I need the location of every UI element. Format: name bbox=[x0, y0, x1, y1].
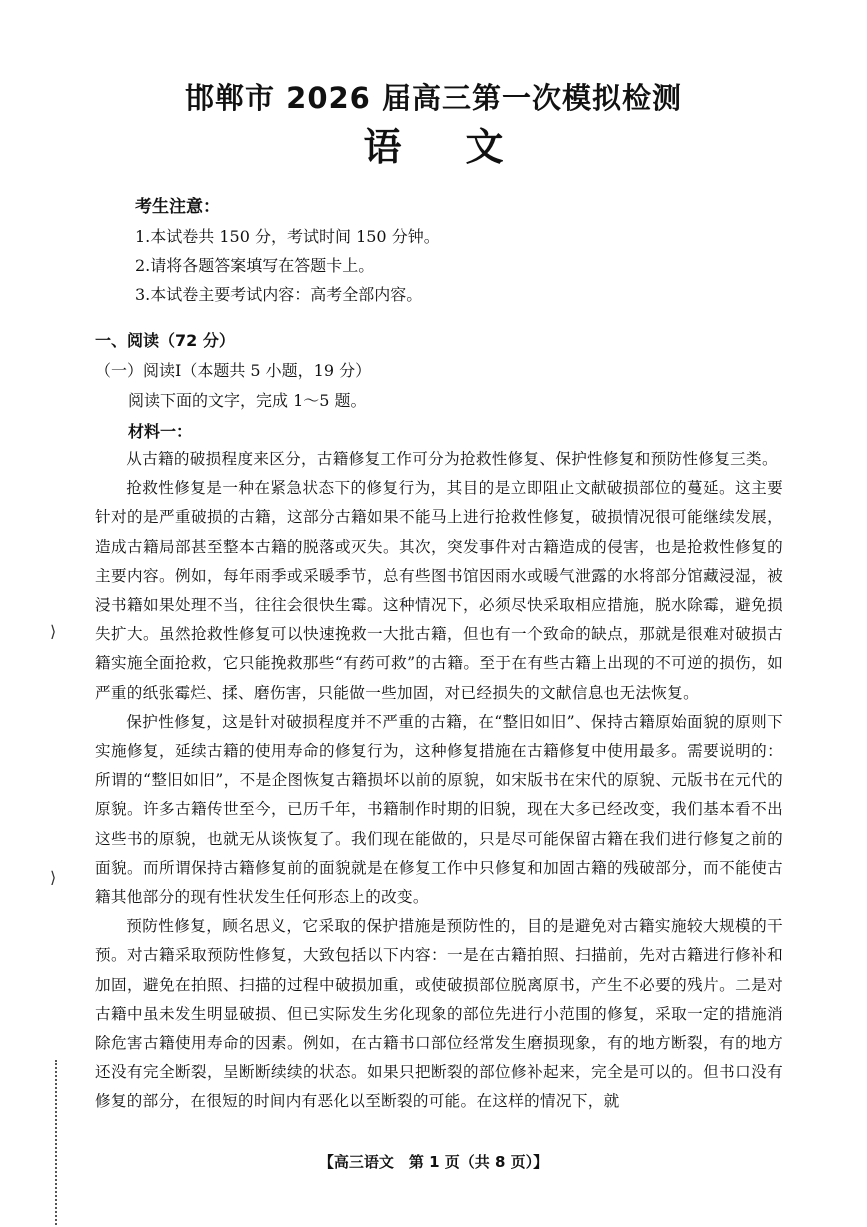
passage-paragraph: 预防性修复，顾名思义，它采取的保护措施是预防性的，目的是避免对古籍实施较大规模的干预。对古籍采取预防性修复，大致包括以下内容：一是在古籍拍照、扫描前，先对古籍进行修补和加固，避免在拍照、扫描的过程中破损加重，或使破损部位脱离原书，产生不必要的残片。二是对古籍中虽未发生明显破损、但已实际发生劣化现象的部位先进行小范围的修复，采取一定的措施消除危害古籍使用寿命的因素。例如，在古籍书口部位经常发生磨损现象，有的地方断裂，有的地方还没有完全断裂，呈断断续续的状态。如果只把断裂的部位修补起来，完全是可以的。但书口没有修复的部分，在很短的时间内有恶化以至断裂的可能。在这样的情况下，就 bbox=[95, 917, 783, 1111]
notice-heading: 考生注意： bbox=[135, 197, 220, 217]
page-footer: 【高三语文 第 1 页（共 8 页）】 bbox=[318, 1153, 549, 1171]
exam-title: 邯郸市 2026 届高三第一次模拟检测 bbox=[185, 81, 682, 115]
passage-paragraph: 抢救性修复是一种在紧急状态下的修复行为，其目的是立即阻止文献破损部位的蔓延。这主要针对的是严重破损的古籍，这部分古籍如果不能马上进行抢救性修复，破损情况很可能继续发展，造成古籍局部甚至整本古籍的脱落或灭失。其次，突发事件对古籍造成的侵害，也是抢救性修复的主要内容。例如，每年雨季或采暖季节，总有些图书馆因雨水或暖气泄露的水将部分馆藏浸湿，被浸书籍如果处理不当，往往会很快生霉。这种情况下，必须尽快采取相应措施，脱水除霉，避免损失扩大。虽然抢救性修复可以快速挽救一大批古籍，但也有一个致命的缺点，那就是很难对破损古籍实施全面抢救，它只能挽救那些“有药可救”的古籍。至于在有些古籍上出现的不可逆的损伤，如严重的纸张霉烂、揉、磨伤害，只能做一些加固，对已经损失的文献信息也无法恢复。 bbox=[95, 479, 783, 702]
binding-mark-icon: ⟩ bbox=[50, 622, 57, 641]
subject-title: 语文 bbox=[363, 125, 568, 169]
exam-notice bbox=[135, 193, 440, 309]
binding-mark-icon: ⟩ bbox=[50, 868, 57, 887]
reading-instruction: 阅读下面的文字，完成 1～5 题。 bbox=[128, 391, 367, 410]
notice-item: 3.本试卷主要考试内容：高考全部内容。 bbox=[135, 285, 423, 304]
passage-paragraph: 从古籍的破损程度来区分，古籍修复工作可分为抢救性修复、保护性修复和预防性修复三类。 bbox=[126, 450, 778, 468]
material-label: 材料一： bbox=[128, 422, 193, 441]
subsection-heading: （一）阅读Ⅰ（本题共 5 小题，19 分） bbox=[95, 361, 372, 380]
binding-line bbox=[55, 1060, 57, 1225]
reading-passage bbox=[95, 445, 783, 1117]
passage-paragraph: 保护性修复，这是针对破损程度并不严重的古籍，在“整旧如旧”、保持古籍原始面貌的原则下实施修复，延续古籍的使用寿命的修复行为，这种修复措施在古籍修复中使用最多。需要说明的：所谓的“整旧如旧”，不是企图恢复古籍损坏以前的原貌，如宋版书在宋代的原貌、元版书在元代的原貌。许多古籍传世至今，已历千年，书籍制作时期的旧貌，现在大多已经改变，我们基本看不出这些书的原貌，也就无从谈恢复了。我们现在能做的，只是尽可能保留古籍在我们进行修复之前的面貌。而所谓保持古籍修复前的面貌就是在修复工作中只修复和加固古籍的残破部分，而不能使古籍其他部分的现有性状发生任何形态上的改变。 bbox=[95, 712, 783, 907]
notice-item: 1.本试卷共 150 分，考试时间 150 分钟。 bbox=[135, 227, 440, 246]
section-heading: 一、阅读（72 分） bbox=[95, 331, 235, 350]
notice-item: 2.请将各题答案填写在答题卡上。 bbox=[135, 256, 375, 275]
